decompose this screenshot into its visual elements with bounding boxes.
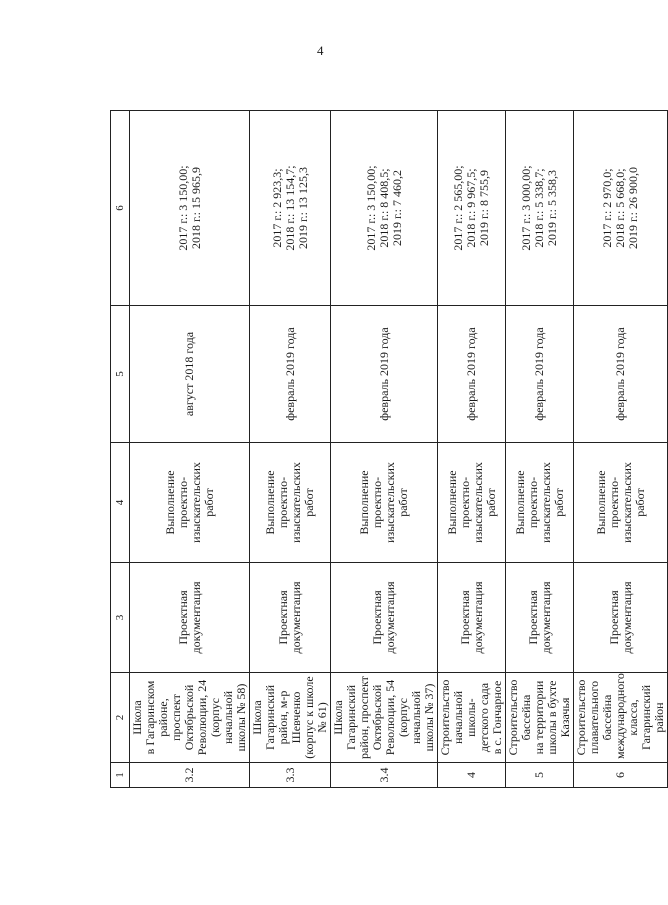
object-name: Школа Гагаринский район, м-р Шевченко (корпус к школе № 61) xyxy=(250,673,331,763)
column-header-5: 5 xyxy=(111,306,130,443)
object-name: Строительство начальной школы- детского сада в с. Гончарное xyxy=(438,673,506,763)
row-number: 6 xyxy=(574,763,668,788)
financing: 2017 г.: 3 000,00; 2018 г.: 5 338,7; 2019 г.: 5 358,3 xyxy=(506,111,574,306)
row-number: 4 xyxy=(438,763,506,788)
deadline: февраль 2019 года xyxy=(331,306,438,443)
table-row xyxy=(130,111,250,788)
column-header-6: 6 xyxy=(111,111,130,306)
work-type: Выполнение проектно- изыскательских работ xyxy=(506,443,574,563)
column-header-4: 4 xyxy=(111,443,130,563)
financing: 2017 г.: 3 150,00; 2018 г.: 15 965,9 xyxy=(130,111,250,306)
column-header-3: 3 xyxy=(111,563,130,673)
work-type: Выполнение проектно- изыскательских работ xyxy=(438,443,506,563)
row-number: 3.2 xyxy=(130,763,250,788)
deadline: февраль 2019 года xyxy=(438,306,506,443)
work-type: Выполнение проектно- изыскательских работ xyxy=(130,443,250,563)
object-name: Школа в Гагаринском районе, проспект Октябрьской Революции, 24 (корпус начальной школы № 58) xyxy=(130,673,250,763)
row-number: 5 xyxy=(506,763,574,788)
table-row xyxy=(331,111,438,788)
deadline: август 2018 года xyxy=(130,306,250,443)
documentation-type: Проектная документация xyxy=(506,563,574,673)
object-name: Строительство бассейна на территории школы в бухте Казачья xyxy=(506,673,574,763)
work-type: Выполнение проектно- изыскательских работ xyxy=(331,443,438,563)
row-number: 3.3 xyxy=(250,763,331,788)
object-table xyxy=(110,110,668,788)
page-number: 4 xyxy=(317,43,324,58)
column-header-2: 2 xyxy=(111,673,130,763)
table-row xyxy=(506,111,574,788)
row-number: 3.4 xyxy=(331,763,438,788)
documentation-type: Проектная документация xyxy=(250,563,331,673)
financing: 2017 г.: 2 565,00; 2018 г.: 9 967,5; 2019 г.: 8 755,9 xyxy=(438,111,506,306)
object-name: Строительство плавательного бассейна международного класса, Гагаринский район xyxy=(574,673,668,763)
work-type: Выполнение проектно- изыскательских работ xyxy=(574,443,668,563)
financing: 2017 г.: 3 150,00; 2018 г.: 8 408,5; 2019 г.: 7 460,2 xyxy=(331,111,438,306)
documentation-type: Проектная документация xyxy=(130,563,250,673)
work-type: Выполнение проектно- изыскательских работ xyxy=(250,443,331,563)
documentation-type: Проектная документация xyxy=(331,563,438,673)
deadline: февраль 2019 года xyxy=(574,306,668,443)
financing: 2017 г.: 2 970,0; 2018 г.: 5 668,0; 2019 г.: 26 900,0 xyxy=(574,111,668,306)
documentation-type: Проектная документация xyxy=(574,563,668,673)
deadline: февраль 2019 года xyxy=(250,306,331,443)
deadline: февраль 2019 года xyxy=(506,306,574,443)
table-rotated-wrapper xyxy=(110,111,666,788)
table-row xyxy=(438,111,506,788)
table-row xyxy=(250,111,331,788)
documentation-type: Проектная документация xyxy=(438,563,506,673)
column-header-1: 1 xyxy=(111,763,130,788)
table-row xyxy=(574,111,668,788)
financing: 2017 г.: 2 923,3; 2018 г.: 13 154,7; 2019 г.: 13 125,3 xyxy=(250,111,331,306)
header-row xyxy=(111,111,130,788)
object-name: Школа Гагаринский район, проспект Октябрьской Революции, 54 (корпус начальной школы № 37) xyxy=(331,673,438,763)
